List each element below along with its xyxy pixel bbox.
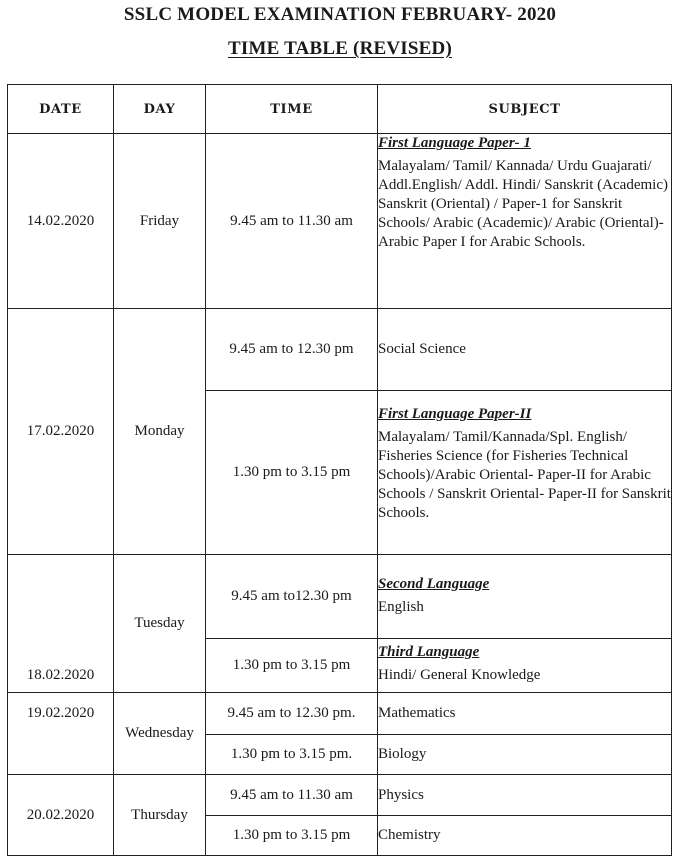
day-cell: Thursday	[114, 775, 206, 856]
subject-text: Hindi/ General Knowledge	[378, 667, 541, 683]
subject-text: Physics	[378, 786, 424, 803]
subject-text: Social Science	[378, 341, 466, 357]
subject-cell	[378, 391, 672, 555]
time-cell: 1.30 pm to 3.15 pm	[206, 391, 378, 555]
subject-cell	[378, 693, 672, 735]
header-row	[8, 85, 672, 134]
subject-text: Malayalam/ Tamil/Kannada/Spl. English/ Fisheries Science (for Fisheries Technical Schools)/Arabic Oriental- Paper-II for Arabic Schools / Sanskrit Oriental- Paper-II for Sanskrit Schools.	[378, 429, 671, 521]
subject-heading: Third Language	[378, 644, 480, 660]
day-cell: Monday	[114, 309, 206, 555]
column-header-day: DAY	[114, 85, 206, 134]
subject-cell	[378, 639, 672, 693]
time-cell: 1.30 pm to 3.15 pm.	[206, 735, 378, 775]
time-cell: 9.45 am to12.30 pm	[206, 555, 378, 639]
time-cell: 1.30 pm to 3.15 pm	[206, 639, 378, 693]
date-cell: 18.02.2020	[8, 555, 114, 693]
time-cell: 9.45 am to 12.30 pm.	[206, 693, 378, 735]
time-cell: 1.30 pm to 3.15 pm	[206, 816, 378, 856]
table-row	[8, 775, 672, 816]
subject-heading: First Language Paper-II	[378, 406, 532, 422]
time-cell: 9.45 am to 11.30 am	[206, 775, 378, 816]
time-cell: 9.45 am to 12.30 pm	[206, 309, 378, 391]
subject-cell	[378, 775, 672, 816]
table-row	[8, 134, 672, 309]
subject-cell	[378, 134, 672, 309]
column-header-date: DATE	[8, 85, 114, 134]
timetable	[7, 84, 672, 856]
subject-text: Mathematics	[378, 705, 456, 721]
subject-text: Biology	[378, 746, 427, 762]
date-cell: 20.02.2020	[8, 775, 114, 856]
table-row	[8, 309, 672, 391]
subject-cell	[378, 555, 672, 639]
date-cell: 17.02.2020	[8, 309, 114, 555]
page-subtitle: TIME TABLE (REVISED)	[228, 38, 452, 59]
subject-text: Malayalam/ Tamil/ Kannada/ Urdu Guajarati/ Addl.English/ Addl. Hindi/ Sanskrit (Academic) Sanskrit (Oriental) / Paper-1 for Sanskrit Schools/ Arabic (Academic)/ Arabic (Oriental)-Arabic Paper I for Arabic Schools.	[378, 158, 668, 250]
subject-heading: Second Language	[378, 576, 490, 592]
day-cell: Tuesday	[114, 555, 206, 693]
table-row	[8, 693, 672, 735]
date-cell: 19.02.2020	[8, 693, 114, 775]
column-header-time: TIME	[206, 85, 378, 134]
subject-text: Chemistry	[378, 827, 441, 843]
page-title: SSLC MODEL EXAMINATION FEBRUARY- 2020	[123, 4, 557, 25]
day-cell: Friday	[114, 134, 206, 309]
time-cell: 9.45 am to 11.30 am	[206, 134, 378, 309]
subject-text: English	[378, 599, 424, 615]
subject-cell	[378, 735, 672, 775]
date-cell: 14.02.2020	[8, 134, 114, 309]
column-header-subject: SUBJECT	[378, 85, 672, 134]
day-cell: Wednesday	[114, 693, 206, 775]
table-row	[8, 555, 672, 639]
subject-heading: First Language Paper- 1	[378, 135, 531, 151]
subject-cell	[378, 816, 672, 856]
subject-cell	[378, 309, 672, 391]
